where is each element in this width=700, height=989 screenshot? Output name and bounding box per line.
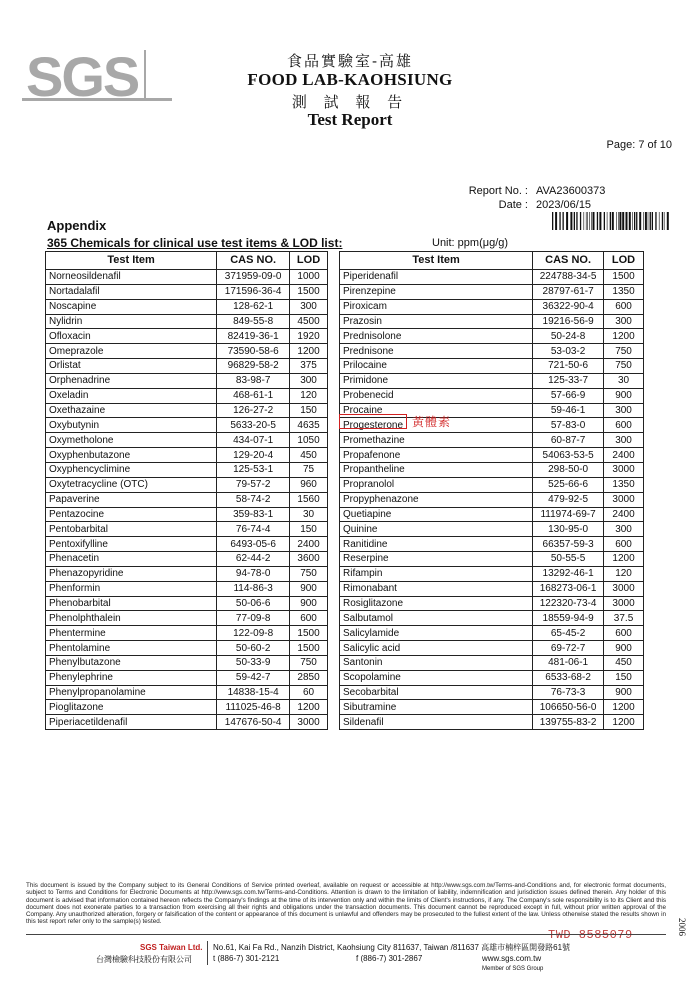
table-row (46, 314, 328, 329)
test-item-cell: Oxethazaine (46, 403, 217, 418)
cas-no-cell: 54063-53-5 (533, 448, 604, 463)
table-row (340, 522, 644, 537)
cas-no-cell: 481-06-1 (533, 655, 604, 670)
cas-no-cell: 94-78-0 (217, 566, 290, 581)
cas-no-cell: 96829-58-2 (217, 359, 290, 374)
lod-cell: 600 (604, 537, 644, 552)
test-item-cell: Omeprazole (46, 344, 217, 359)
cas-no-cell: 60-87-7 (533, 433, 604, 448)
test-item-cell: Phenobarbital (46, 596, 217, 611)
test-item-cell: Oxyphenbutazone (46, 448, 217, 463)
cas-no-cell: 5633-20-5 (217, 418, 290, 433)
cas-no-cell: 69-72-7 (533, 641, 604, 656)
test-item-cell: Phentolamine (46, 641, 217, 656)
test-item-cell: Primidone (340, 373, 533, 388)
table-row (340, 448, 644, 463)
test-item-cell: Prilocaine (340, 359, 533, 374)
table-row (46, 373, 328, 388)
test-item-cell: Pirenzepine (340, 284, 533, 299)
lod-cell: 150 (604, 670, 644, 685)
lod-cell: 1200 (604, 552, 644, 567)
table-row (46, 462, 328, 477)
table-row (46, 270, 328, 285)
cas-no-cell: 62-44-2 (217, 552, 290, 567)
test-item-cell: Oxymetholone (46, 433, 217, 448)
lod-cell: 600 (604, 418, 644, 433)
lod-cell: 1500 (290, 284, 328, 299)
lod-cell: 1350 (604, 284, 644, 299)
table-row (340, 359, 644, 374)
footer-divider (26, 934, 666, 935)
lod-table-left (45, 251, 328, 730)
table-row (340, 373, 644, 388)
footer-separator (207, 941, 208, 965)
table-row (46, 537, 328, 552)
cas-no-cell: 59-46-1 (533, 403, 604, 418)
lab-name-en: FOOD LAB-KAOHSIUNG (247, 70, 453, 89)
cas-no-cell: 849-55-8 (217, 314, 290, 329)
lod-cell: 750 (604, 359, 644, 374)
lod-cell: 75 (290, 462, 328, 477)
table-row (46, 655, 328, 670)
header-test-item: Test Item (46, 252, 217, 270)
lod-cell: 4500 (290, 314, 328, 329)
test-item-cell: Noscapine (46, 299, 217, 314)
table-row (340, 715, 644, 730)
table-row (46, 299, 328, 314)
test-item-cell: Propafenone (340, 448, 533, 463)
cas-no-cell: 50-24-8 (533, 329, 604, 344)
lod-cell: 2850 (290, 670, 328, 685)
page-number: Page: 7 of 10 (606, 139, 672, 151)
test-item-cell: Prazosin (340, 314, 533, 329)
lod-cell: 3000 (604, 492, 644, 507)
table-row (46, 448, 328, 463)
test-item-cell: Phenacetin (46, 552, 217, 567)
cas-no-cell: 14838-15-4 (217, 685, 290, 700)
lod-cell: 30 (604, 373, 644, 388)
cas-no-cell: 76-73-3 (533, 685, 604, 700)
test-item-cell: Orlistat (46, 359, 217, 374)
test-item-cell: Phenylpropanolamine (46, 685, 217, 700)
lod-cell: 450 (604, 655, 644, 670)
table-row (46, 685, 328, 700)
table-row (340, 596, 644, 611)
report-no-label: Report No. : (468, 185, 528, 197)
table-row (340, 566, 644, 581)
header-cas-no: CAS NO. (217, 252, 290, 270)
lod-cell: 150 (290, 403, 328, 418)
cas-no-cell: 126-27-2 (217, 403, 290, 418)
table-row (46, 670, 328, 685)
lod-cell: 2400 (604, 507, 644, 522)
lab-name-cn: 食品實驗室-高雄 (286, 52, 414, 70)
test-item-cell: Piperiacetildenafil (46, 715, 217, 730)
test-item-cell: Reserpine (340, 552, 533, 567)
table-row (46, 388, 328, 403)
lod-cell: 30 (290, 507, 328, 522)
cas-no-cell: 168273-06-1 (533, 581, 604, 596)
appendix-heading: Appendix (47, 218, 107, 233)
test-item-cell: Oxybutynin (46, 418, 217, 433)
test-item-cell: Scopolamine (340, 670, 533, 685)
lod-cell: 900 (604, 388, 644, 403)
cas-no-cell: 130-95-0 (533, 522, 604, 537)
header-test-item: Test Item (340, 252, 533, 270)
unit-label: Unit: ppm(μg/g) (432, 237, 509, 249)
cas-no-cell: 65-45-2 (533, 626, 604, 641)
lod-cell: 900 (604, 641, 644, 656)
lod-table-right (339, 251, 644, 730)
test-item-cell: Phenylbutazone (46, 655, 217, 670)
cas-no-cell: 58-74-2 (217, 492, 290, 507)
table-row (340, 388, 644, 403)
lod-cell: 1200 (604, 329, 644, 344)
table-row (46, 359, 328, 374)
table-row (340, 270, 644, 285)
test-item-cell: Pentazocine (46, 507, 217, 522)
lod-cell: 375 (290, 359, 328, 374)
test-item-cell: Prednisone (340, 344, 533, 359)
cas-no-cell: 79-57-2 (217, 477, 290, 492)
cas-no-cell: 721-50-6 (533, 359, 604, 374)
form-year: 2006 (677, 918, 687, 936)
lod-cell: 1500 (290, 641, 328, 656)
cas-no-cell: 36322-90-4 (533, 299, 604, 314)
cas-no-cell: 73590-58-6 (217, 344, 290, 359)
cas-no-cell: 122320-73-4 (533, 596, 604, 611)
cas-no-cell: 171596-36-4 (217, 284, 290, 299)
svg-text:SGS: SGS (26, 45, 139, 108)
lod-cell: 1560 (290, 492, 328, 507)
cas-no-cell: 28797-61-7 (533, 284, 604, 299)
cas-no-cell: 18559-94-9 (533, 611, 604, 626)
lod-cell: 3000 (290, 715, 328, 730)
company-name-cn: 台灣檢驗科技股份有限公司 (96, 955, 192, 964)
test-item-cell: Pentobarbital (46, 522, 217, 537)
cas-no-cell: 525-66-6 (533, 477, 604, 492)
lod-cell: 37.5 (604, 611, 644, 626)
cas-no-cell: 434-07-1 (217, 433, 290, 448)
lod-cell: 120 (290, 388, 328, 403)
cas-no-cell: 468-61-1 (217, 388, 290, 403)
table-row (340, 344, 644, 359)
test-item-cell: Rimonabant (340, 581, 533, 596)
lod-cell: 300 (290, 299, 328, 314)
lod-cell: 900 (290, 581, 328, 596)
serial-number-stamp: TWD 8585079 (548, 928, 633, 942)
company-website: www.sgs.com.tw (482, 954, 542, 963)
lod-cell: 1200 (604, 715, 644, 730)
lod-cell: 300 (604, 403, 644, 418)
table-row (46, 507, 328, 522)
table-row (46, 715, 328, 730)
lod-cell: 1500 (290, 626, 328, 641)
lod-cell: 1920 (290, 329, 328, 344)
lod-cell: 300 (604, 314, 644, 329)
table-row (46, 581, 328, 596)
cas-no-cell: 83-98-7 (217, 373, 290, 388)
test-item-cell: Prednisolone (340, 329, 533, 344)
table-row (46, 596, 328, 611)
lod-cell: 1350 (604, 477, 644, 492)
test-item-cell: Secobarbital (340, 685, 533, 700)
table-row (340, 284, 644, 299)
table-row (46, 284, 328, 299)
cas-no-cell: 6493-05-6 (217, 537, 290, 552)
cas-no-cell: 53-03-2 (533, 344, 604, 359)
cas-no-cell: 129-20-4 (217, 448, 290, 463)
test-item-cell: Piroxicam (340, 299, 533, 314)
cas-no-cell: 111025-46-8 (217, 700, 290, 715)
cas-no-cell: 76-74-4 (217, 522, 290, 537)
company-address: No.61, Kai Fa Rd., Nanzih District, Kaohsiung City 811637, Taiwan /811637 高雄市楠梓區開發路61號 (213, 943, 571, 952)
member-of-sgs-group: Member of SGS Group (482, 966, 544, 972)
table-row (46, 403, 328, 418)
lod-cell: 3000 (604, 596, 644, 611)
table-row (46, 344, 328, 359)
lod-cell: 3600 (290, 552, 328, 567)
test-item-cell: Piperidenafil (340, 270, 533, 285)
lod-cell: 750 (604, 344, 644, 359)
test-item-cell: Probenecid (340, 388, 533, 403)
table-row (340, 685, 644, 700)
table-row (340, 433, 644, 448)
header-lod: LOD (290, 252, 328, 270)
cas-no-cell: 298-50-0 (533, 462, 604, 477)
table-row (340, 462, 644, 477)
legal-disclaimer: This document is issued by the Company subject to its General Conditions of Service printed overleaf, available on request or accessible at http://www.sgs.com.tw/Terms-and-Conditions and, for electronic format documents, subject to Terms and Conditions for Electronic Documents at http://www.sgs.com.tw/Terms-and-Conditions. Attention is drawn to the limitation of liability, indemnification and jurisdiction issues defined therein. Any holder of this document is advised that information contained hereon reflects the Company's findings at the time of its intervention only and within the limits of Client's instructions, if any. The Company's sole responsibility is to its Client and this document does not exonerate parties to a transaction from exercising all their rights and obligations under the transaction documents. This document cannot be reproduced except in full, without prior written approval of the Company. Any unauthorized alteration, forgery or falsification of the content or appearance of this document is unlawful and offenders may be prosecuted to the fullest extent of the law. Unless otherwise stated the results shown in this test report refer only to the sample(s) tested. (26, 882, 666, 926)
test-item-cell: Quetiapine (340, 507, 533, 522)
list-title: 365 Chemicals for clinical use test items & LOD list: (47, 236, 343, 250)
table-row (340, 670, 644, 685)
lod-cell: 60 (290, 685, 328, 700)
lod-cell: 900 (290, 596, 328, 611)
test-item-cell: Sildenafil (340, 715, 533, 730)
test-item-cell: Ranitidine (340, 537, 533, 552)
cas-no-cell: 50-33-9 (217, 655, 290, 670)
lod-cell: 3000 (604, 462, 644, 477)
handwritten-annotation: 黃體素 (412, 415, 452, 429)
test-item-cell: Oxyphencyclimine (46, 462, 217, 477)
lod-cell: 600 (604, 626, 644, 641)
test-item-cell: Orphenadrine (46, 373, 217, 388)
table-row (340, 492, 644, 507)
cas-no-cell: 111974-69-7 (533, 507, 604, 522)
test-item-cell: Oxeladin (46, 388, 217, 403)
table-row (340, 314, 644, 329)
test-item-cell: Salicylic acid (340, 641, 533, 656)
table-row (46, 552, 328, 567)
table-row (46, 492, 328, 507)
test-item-cell: Phenolphthalein (46, 611, 217, 626)
cas-no-cell: 106650-56-0 (533, 700, 604, 715)
report-title-cn: 測 試 報 告 (291, 93, 409, 111)
test-item-cell: Procaine (340, 403, 533, 418)
lod-cell: 120 (604, 566, 644, 581)
table-row (46, 626, 328, 641)
lod-cell: 2400 (290, 537, 328, 552)
table-row (46, 433, 328, 448)
table-row (340, 507, 644, 522)
table-row (340, 299, 644, 314)
table-row (340, 655, 644, 670)
test-item-cell: Quinine (340, 522, 533, 537)
table-row (340, 700, 644, 715)
test-item-cell: Propantheline (340, 462, 533, 477)
table-row (340, 626, 644, 641)
test-item-cell: Pioglitazone (46, 700, 217, 715)
table-row (46, 611, 328, 626)
lod-cell: 750 (290, 655, 328, 670)
cas-no-cell: 50-55-5 (533, 552, 604, 567)
company-fax: f (886-7) 301-2867 (356, 954, 423, 963)
cas-no-cell: 371959-09-0 (217, 270, 290, 285)
lod-cell: 750 (290, 566, 328, 581)
table-row (340, 611, 644, 626)
lod-cell: 1200 (604, 700, 644, 715)
table-row (46, 418, 328, 433)
cas-no-cell: 19216-56-9 (533, 314, 604, 329)
cas-no-cell: 50-06-6 (217, 596, 290, 611)
cas-no-cell: 57-83-0 (533, 418, 604, 433)
test-item-cell: Oxytetracycline (OTC) (46, 477, 217, 492)
cas-no-cell: 57-66-9 (533, 388, 604, 403)
lod-cell: 600 (604, 299, 644, 314)
barcode (552, 212, 670, 230)
table-row (46, 522, 328, 537)
table-row (340, 552, 644, 567)
test-item-cell: Propyphenazone (340, 492, 533, 507)
table-row (46, 477, 328, 492)
test-item-cell: Sibutramine (340, 700, 533, 715)
lod-cell: 900 (604, 685, 644, 700)
test-item-cell: Nortadalafil (46, 284, 217, 299)
cas-no-cell: 147676-50-4 (217, 715, 290, 730)
lod-cell: 4635 (290, 418, 328, 433)
lod-cell: 450 (290, 448, 328, 463)
lod-cell: 1500 (604, 270, 644, 285)
progesterone-highlight-box (339, 414, 407, 429)
cas-no-cell: 122-09-8 (217, 626, 290, 641)
cas-no-cell: 128-62-1 (217, 299, 290, 314)
test-item-cell: Phenformin (46, 581, 217, 596)
cas-no-cell: 139755-83-2 (533, 715, 604, 730)
table-row (340, 537, 644, 552)
lod-cell: 300 (604, 522, 644, 537)
cas-no-cell: 50-60-2 (217, 641, 290, 656)
lod-cell: 1200 (290, 344, 328, 359)
cas-no-cell: 125-53-1 (217, 462, 290, 477)
lod-cell: 1200 (290, 700, 328, 715)
lod-cell: 3000 (604, 581, 644, 596)
table-row (340, 477, 644, 492)
table-row (46, 700, 328, 715)
cas-no-cell: 59-42-7 (217, 670, 290, 685)
lod-cell: 300 (604, 433, 644, 448)
cas-no-cell: 77-09-8 (217, 611, 290, 626)
test-item-cell: Propranolol (340, 477, 533, 492)
test-item-cell: Papaverine (46, 492, 217, 507)
cas-no-cell: 359-83-1 (217, 507, 290, 522)
cas-no-cell: 6533-68-2 (533, 670, 604, 685)
report-title-en: Test Report (307, 110, 393, 129)
date-label: Date : (498, 199, 528, 211)
cas-no-cell: 224788-34-5 (533, 270, 604, 285)
cas-no-cell: 66357-59-3 (533, 537, 604, 552)
test-item-cell: Rosiglitazone (340, 596, 533, 611)
report-no-value: AVA23600373 (536, 185, 606, 197)
header-lod: LOD (604, 252, 644, 270)
test-item-cell: Pentoxifylline (46, 537, 217, 552)
cas-no-cell: 114-86-3 (217, 581, 290, 596)
lod-cell: 960 (290, 477, 328, 492)
cas-no-cell: 479-92-5 (533, 492, 604, 507)
test-item-cell: Phentermine (46, 626, 217, 641)
lod-cell: 1050 (290, 433, 328, 448)
test-item-cell: Salicylamide (340, 626, 533, 641)
test-item-cell: Promethazine (340, 433, 533, 448)
cas-no-cell: 82419-36-1 (217, 329, 290, 344)
table-row (340, 329, 644, 344)
cas-no-cell: 125-33-7 (533, 373, 604, 388)
table-row (46, 641, 328, 656)
test-item-cell: Phenazopyridine (46, 566, 217, 581)
table-row (340, 641, 644, 656)
lod-cell: 300 (290, 373, 328, 388)
test-item-cell: Ofloxacin (46, 329, 217, 344)
test-item-cell: Rifampin (340, 566, 533, 581)
test-item-cell: Phenylephrine (46, 670, 217, 685)
table-row (46, 329, 328, 344)
test-item-cell: Salbutamol (340, 611, 533, 626)
lod-cell: 2400 (604, 448, 644, 463)
date-value: 2023/06/15 (536, 199, 592, 211)
test-item-cell: Santonin (340, 655, 533, 670)
test-item-cell: Norneosildenafil (46, 270, 217, 285)
table-row (340, 581, 644, 596)
cas-no-cell: 13292-46-1 (533, 566, 604, 581)
test-item-cell: Nylidrin (46, 314, 217, 329)
lod-cell: 600 (290, 611, 328, 626)
company-phone: t (886-7) 301-2121 (213, 954, 280, 963)
table-row (46, 566, 328, 581)
company-name-en: SGS Taiwan Ltd. (140, 943, 203, 952)
lod-cell: 1000 (290, 270, 328, 285)
lod-cell: 150 (290, 522, 328, 537)
header-cas-no: CAS NO. (533, 252, 604, 270)
test-item-cell: Progesterone (340, 418, 533, 433)
